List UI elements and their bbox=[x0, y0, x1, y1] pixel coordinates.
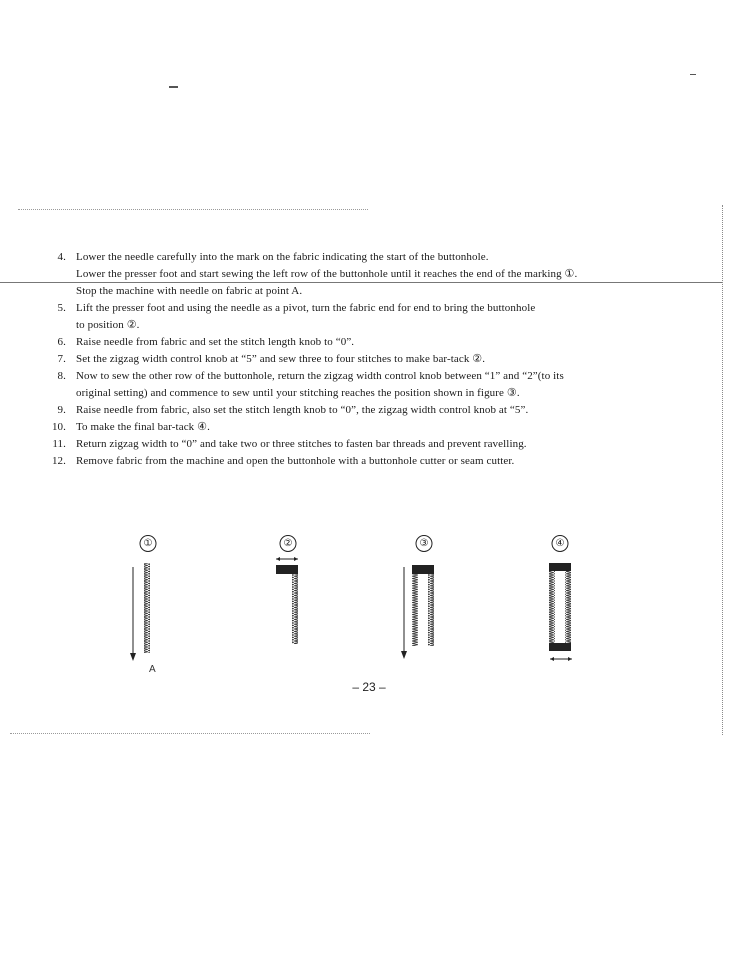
step-number: 12. bbox=[51, 455, 66, 467]
step-text: original setting) and commence to sew until your stitching reaches the position shown in figure ③. bbox=[76, 387, 520, 399]
step-number: 9. bbox=[57, 404, 66, 416]
step-text: Lift the presser foot and using the needle as a pivot, turn the fabric end for end to bring the buttonhole bbox=[76, 302, 536, 314]
figure-1 bbox=[118, 535, 178, 675]
step-text: to position ②. bbox=[76, 319, 140, 331]
step-number: 5. bbox=[57, 302, 66, 314]
figure-2 bbox=[258, 535, 318, 675]
step-text: Lower the needle carefully into the mark on the fabric indicating the start of the buttonhole. bbox=[76, 251, 489, 263]
buttonhole-figures bbox=[0, 535, 738, 685]
step-text: Raise needle from fabric and set the stitch length knob to “0”. bbox=[76, 336, 355, 348]
step-text: Now to sew the other row of the buttonhole, return the zigzag width control knob between “1” and “2”(to its bbox=[76, 370, 564, 382]
figure-4 bbox=[530, 535, 590, 675]
step-text: Raise needle from fabric, also set the stitch length knob to “0”, the zigzag width control knob at “5”. bbox=[76, 404, 529, 416]
step-text: To make the final bar-tack ④. bbox=[76, 421, 210, 433]
step-6 bbox=[38, 334, 678, 351]
figure-number: ④ bbox=[552, 535, 569, 552]
step-number: 4. bbox=[57, 251, 66, 263]
step-4 bbox=[38, 249, 678, 300]
buttonhole-right-row-illustration bbox=[394, 557, 454, 667]
step-text: Lower the presser foot and start sewing the left row of the buttonhole until it reaches the end of the marking ①. bbox=[76, 268, 578, 280]
step-5 bbox=[38, 300, 678, 334]
step-text: Set the zigzag width control knob at “5” and sew three to four stitches to make bar-tack ②. bbox=[76, 353, 486, 365]
figure-number: ① bbox=[140, 535, 157, 552]
scan-speck bbox=[169, 86, 178, 88]
figure-3 bbox=[394, 535, 454, 675]
scan-speck bbox=[690, 74, 696, 75]
step-11 bbox=[38, 436, 678, 453]
step-number: 7. bbox=[57, 353, 66, 365]
step-number: 6. bbox=[57, 336, 66, 348]
page-number: – 23 – bbox=[352, 680, 386, 694]
step-text: Return zigzag width to “0” and take two or three stitches to fasten bar threads and prevent ravelling. bbox=[76, 438, 527, 450]
step-text: Remove fabric from the machine and open the buttonhole with a buttonhole cutter or seam cutter. bbox=[76, 455, 515, 467]
step-7 bbox=[38, 351, 678, 368]
completed-buttonhole-illustration bbox=[530, 557, 590, 677]
step-text: Stop the machine with needle on fabric at point A. bbox=[76, 285, 303, 297]
scan-line bbox=[18, 209, 368, 210]
bar-tack-illustration bbox=[258, 557, 318, 667]
point-a-label: A bbox=[149, 664, 156, 675]
figure-number: ③ bbox=[416, 535, 433, 552]
step-number: 11. bbox=[52, 438, 66, 450]
step-number: 8. bbox=[57, 370, 66, 382]
figure-number: ② bbox=[280, 535, 297, 552]
scan-line bbox=[10, 733, 370, 734]
instruction-list bbox=[38, 249, 678, 470]
step-12 bbox=[38, 453, 678, 470]
step-8 bbox=[38, 368, 678, 402]
step-number: 10. bbox=[51, 421, 66, 433]
step-10 bbox=[38, 419, 678, 436]
step-9 bbox=[38, 402, 678, 419]
buttonhole-left-row-illustration bbox=[118, 557, 178, 667]
